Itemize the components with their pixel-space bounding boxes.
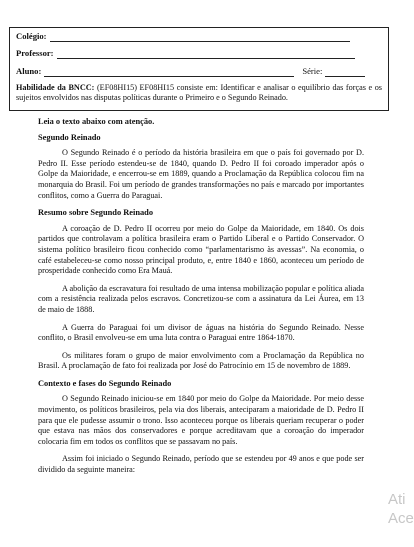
section2-paragraph-2: A abolição da escravatura foi resultado de uma intensa mobilização popular e política aliada com a resistência realizada pelos escravos. Concretizou-se com a assinatura da Lei Áurea, em 13 de maio de 1888. xyxy=(38,283,364,314)
aluno-label: Aluno: xyxy=(16,66,42,77)
section1-paragraph-1: O Segundo Reinado é o período da história brasileira em que o país foi governado por D. Pedro II. Esse período estendeu-se de 1840, quando D. Pedro II foi coroado imperador após o Golpe da Maioridade, e encerrou-se em 1889, quando a Proclamação da República colocou fim na monarquia do Brasil. Foi um período de grandes transformações no país e marcado por importantes conflitos, como a Guerra do Paraguai. xyxy=(38,148,364,200)
section3-title: Contexto e fases do Segundo Reinado xyxy=(38,378,172,388)
aluno-field xyxy=(16,67,365,77)
serie-input-line[interactable] xyxy=(325,67,365,77)
section2-paragraph-4: Os militares foram o grupo de maior envolvimento com a Proclamação da República no Brasil. A proclamação de fato foi realizada por José do Patrocínio em 15 de novembro de 1889. xyxy=(38,350,364,371)
colegio-input-line[interactable] xyxy=(50,32,350,42)
bncc-skill xyxy=(16,83,382,103)
professor-field xyxy=(16,49,355,59)
bncc-text: (EF08HI15) EF08HI15 consiste em: Identificar e analisar o equilíbrio das forças e os sujeitos envolvidos nas disputas políticas durante o Primeiro e o Segundo Reinado. xyxy=(16,83,382,102)
colegio-field xyxy=(16,32,350,42)
instruction: Leia o texto abaixo com atenção. xyxy=(38,117,155,126)
aluno-input-line[interactable] xyxy=(44,67,294,77)
serie-label: Série: xyxy=(302,66,323,77)
main-text xyxy=(38,117,364,476)
section1-title: Segundo Reinado xyxy=(38,132,101,142)
header-box xyxy=(9,27,389,111)
section2-paragraph-1: A coroação de D. Pedro II ocorreu por meio do Golpe da Maioridade, em 1840. Os dois partidos que controlavam a política brasileira eram o Partido Liberal e o Partido Conservador. O sistema político brasileiro ficou conhecido como “parlamentarismo às avessas”. Na economia, o café estabeleceu-se como nosso principal produto, e, entre 1840 e 1860, aconteceu um período de prosperidade conhecido como Era Mauá. xyxy=(38,223,364,276)
section3-paragraph-1: O Segundo Reinado iniciou-se em 1840 por meio do Golpe da Maioridade. Por meio desse movimento, os políticos brasileiros, pela via dos liberais, anteciparam a maioridade de D. Pedro II para que ele pudesse assumir o trono. Isso aconteceu porque os liberais queriam recuperar o poder que estava nas mãos dos conservadores e porque acreditavam que a coroação do imperador colocaria fim em todos os conflitos que se passavam no país. xyxy=(38,394,364,446)
watermark-line-2: Ace xyxy=(388,510,414,527)
section2-paragraph-3: A Guerra do Paraguai foi um divisor de águas na história do Segundo Reinado. Nesse conflito, o Brasil envolveu-se em uma luta contra o Paraguai entre 1864-1870. xyxy=(38,322,364,343)
activation-watermark xyxy=(388,490,414,528)
professor-input-line[interactable] xyxy=(57,49,355,59)
section3-paragraph-2: Assim foi iniciado o Segundo Reinado, período que se estendeu por 49 anos e que pode ser dividido da seguinte maneira: xyxy=(38,454,364,475)
watermark-line-1: Ati xyxy=(388,491,406,508)
section2-title: Resumo sobre Segundo Reinado xyxy=(38,208,154,218)
professor-label: Professor: xyxy=(16,48,54,59)
bncc-label: Habilidade da BNCC: xyxy=(16,83,95,92)
colegio-label: Colégio: xyxy=(16,31,47,42)
